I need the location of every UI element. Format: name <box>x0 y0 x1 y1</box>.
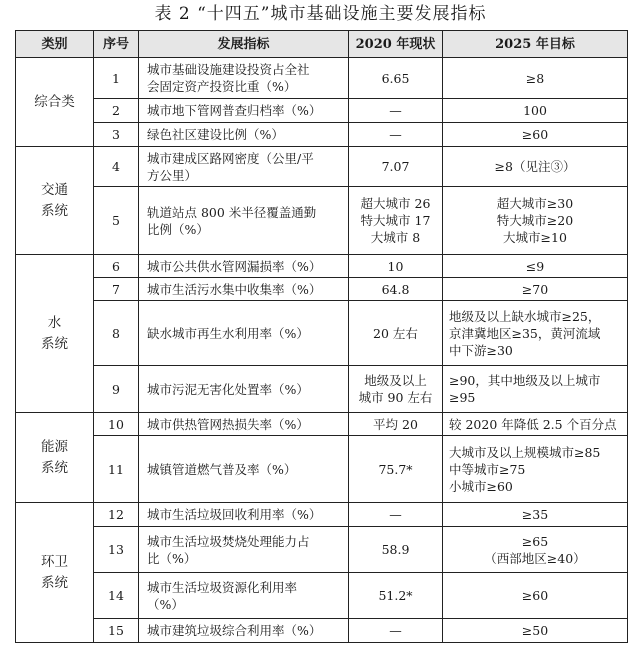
target-line: （西部地区≥40） <box>484 550 586 566</box>
table-row <box>16 413 628 436</box>
indicator-cell <box>139 527 349 573</box>
indicator-line: 比例（%） <box>147 221 209 237</box>
category-cell <box>16 503 94 643</box>
table-row <box>16 573 628 619</box>
indicator-cell <box>139 278 349 301</box>
row-number: 6 <box>94 255 139 278</box>
current-line: — <box>389 507 402 522</box>
target-line: 较 2020 年降低 2.5 个百分点 <box>449 416 617 432</box>
target-cell <box>443 301 628 366</box>
indicator-line: 城市生活污水集中收集率（%） <box>147 281 322 297</box>
indicator-line: 轨道站点 800 米半径覆盖通勤 <box>147 204 317 220</box>
target-line: ≥95 <box>449 390 476 405</box>
current-cell <box>349 278 443 301</box>
header-category: 类别 <box>16 31 94 58</box>
current-cell <box>349 187 443 255</box>
indicator-cell <box>139 436 349 503</box>
header-current: 2020 年现状 <box>349 31 443 58</box>
indicator-line: 城市生活垃圾焚烧处理能力占 <box>147 533 310 549</box>
header-row <box>16 31 628 58</box>
target-line: ≤9 <box>525 258 545 274</box>
row-number: 3 <box>94 123 139 147</box>
target-cell <box>443 413 628 436</box>
indicator-line: 城市基础设施建设投资占全社 <box>147 62 310 77</box>
current-cell <box>349 527 443 573</box>
target-line: ≥60 <box>521 588 549 603</box>
target-line: ≥65 <box>521 533 549 549</box>
target-cell <box>443 123 628 147</box>
indicator-line: 城市污泥无害化处置率（%） <box>147 381 309 397</box>
row-number: 13 <box>94 527 139 573</box>
table-row <box>16 278 628 301</box>
table-row <box>16 503 628 527</box>
target-line: 中等城市≥75 <box>449 461 526 477</box>
current-line: 城市 90 左右 <box>358 390 433 405</box>
target-cell <box>443 99 628 123</box>
target-line: 100 <box>523 103 547 118</box>
current-line: 58.9 <box>381 542 410 557</box>
current-line: 特大城市 17 <box>360 213 431 228</box>
target-cell <box>443 619 628 643</box>
current-cell <box>349 619 443 643</box>
category-line: 系统 <box>41 459 68 476</box>
current-cell <box>349 58 443 99</box>
table-row <box>16 619 628 643</box>
current-cell <box>349 147 443 187</box>
indicator-line: 城市建筑垃圾综合利用率（%） <box>147 623 322 638</box>
table-row <box>16 58 628 99</box>
indicator-line: （%） <box>147 596 184 612</box>
target-line: ≥60 <box>521 127 549 142</box>
category-cell <box>16 255 94 413</box>
indicators-table <box>15 30 628 643</box>
target-line: 大城市≥10 <box>503 230 567 245</box>
target-line: 大城市及以上规模城市≥85 <box>449 444 601 460</box>
current-cell <box>349 99 443 123</box>
target-line: ≥8（见注③） <box>494 159 576 174</box>
current-line: 20 左右 <box>373 325 418 341</box>
indicator-line: 城市建成区路网密度（公里/平 <box>147 150 314 166</box>
header-no: 序号 <box>94 31 139 58</box>
row-number: 15 <box>94 619 139 643</box>
current-line: — <box>389 623 402 638</box>
current-cell <box>349 503 443 527</box>
current-line: — <box>389 127 402 142</box>
current-cell <box>349 366 443 413</box>
current-cell <box>349 301 443 366</box>
category-line: 系统 <box>41 335 68 352</box>
table-row <box>16 366 628 413</box>
row-number: 11 <box>94 436 139 503</box>
indicator-line: 城市生活垃圾资源化利用率 <box>147 579 298 595</box>
target-cell <box>443 255 628 278</box>
category-line: 能源 <box>41 438 68 455</box>
target-line: 京津冀地区≥35，黄河流域 <box>449 325 601 341</box>
category-cell <box>16 147 94 255</box>
category-line: 综合类 <box>34 93 75 110</box>
indicator-line: 缺水城市再生水利用率（%） <box>147 325 309 341</box>
table-row <box>16 123 628 147</box>
header-indicator: 发展指标 <box>139 31 349 58</box>
category-line: 交通 <box>41 181 68 198</box>
row-number: 2 <box>94 99 139 123</box>
target-cell <box>443 58 628 99</box>
row-number: 14 <box>94 573 139 619</box>
current-line: 51.2* <box>378 588 413 603</box>
indicator-cell <box>139 99 349 123</box>
target-line: ≥70 <box>521 281 549 297</box>
target-line: ≥90，其中地级及以上城市 <box>449 373 601 388</box>
current-line: 超大城市 26 <box>360 196 431 211</box>
current-cell <box>349 123 443 147</box>
indicator-cell <box>139 123 349 147</box>
current-line: 7.07 <box>381 159 410 174</box>
table-row <box>16 301 628 366</box>
indicator-cell <box>139 187 349 255</box>
current-cell <box>349 413 443 436</box>
category-line: 环卫 <box>41 553 68 570</box>
indicator-line: 方公里） <box>147 167 198 183</box>
indicator-cell <box>139 503 349 527</box>
target-cell <box>443 187 628 255</box>
category-cell <box>16 413 94 503</box>
table-title: 表 2 “十四五”城市基础设施主要发展指标 <box>154 4 487 24</box>
row-number: 12 <box>94 503 139 527</box>
row-number: 7 <box>94 278 139 301</box>
table-row <box>16 255 628 278</box>
current-line: 6.65 <box>381 70 410 86</box>
indicator-line: 绿色社区建设比例（%） <box>147 127 284 142</box>
table-row <box>16 436 628 503</box>
current-cell <box>349 255 443 278</box>
target-line: 小城市≥60 <box>449 478 513 494</box>
target-line: 地级及以上缺水城市≥25， <box>449 308 601 324</box>
indicator-cell <box>139 366 349 413</box>
category-line: 水 <box>47 314 62 331</box>
indicator-line: 城镇管道燃气普及率（%） <box>147 461 297 477</box>
target-line: ≥8 <box>525 70 545 86</box>
indicator-cell <box>139 573 349 619</box>
indicator-cell <box>139 147 349 187</box>
row-number: 8 <box>94 301 139 366</box>
indicator-cell <box>139 58 349 99</box>
header-target: 2025 年目标 <box>443 31 628 58</box>
current-line: 大城市 8 <box>370 230 421 245</box>
current-line: 64.8 <box>381 281 410 297</box>
target-cell <box>443 147 628 187</box>
target-cell <box>443 573 628 619</box>
row-number: 9 <box>94 366 139 413</box>
indicator-line: 比（%） <box>147 550 197 566</box>
category-line: 系统 <box>41 574 68 591</box>
indicator-cell <box>139 301 349 366</box>
target-line: 超大城市≥30 <box>496 196 574 211</box>
indicator-line: 城市公共供水管网漏损率（%） <box>147 258 322 274</box>
current-cell <box>349 573 443 619</box>
table-row <box>16 187 628 255</box>
row-number: 10 <box>94 413 139 436</box>
category-cell <box>16 58 94 147</box>
row-number: 1 <box>94 58 139 99</box>
target-cell <box>443 366 628 413</box>
table-row <box>16 99 628 123</box>
indicator-line: 城市地下管网普查归档率（%） <box>147 103 322 118</box>
target-cell <box>443 503 628 527</box>
target-cell <box>443 527 628 573</box>
indicator-cell <box>139 413 349 436</box>
indicator-line: 城市供热管网热损失率（%） <box>147 416 309 432</box>
current-cell <box>349 436 443 503</box>
current-line: 地级及以上 <box>364 373 427 388</box>
current-line: 平均 20 <box>373 416 418 432</box>
indicator-cell <box>139 619 349 643</box>
indicator-line: 城市生活垃圾回收利用率（%） <box>147 507 322 522</box>
category-line: 系统 <box>41 202 68 219</box>
target-line: ≥50 <box>521 623 549 638</box>
current-line: — <box>389 103 402 118</box>
table-row <box>16 527 628 573</box>
current-line: 10 <box>387 258 404 274</box>
current-line: 75.7* <box>378 461 413 477</box>
target-line: ≥35 <box>521 507 549 522</box>
indicator-line: 会固定资产投资比重（%） <box>147 79 297 94</box>
row-number: 5 <box>94 187 139 255</box>
table-row <box>16 147 628 187</box>
indicator-cell <box>139 255 349 278</box>
target-cell <box>443 436 628 503</box>
row-number: 4 <box>94 147 139 187</box>
target-line: 中下游≥30 <box>449 342 513 358</box>
target-cell <box>443 278 628 301</box>
target-line: 特大城市≥20 <box>496 213 574 228</box>
